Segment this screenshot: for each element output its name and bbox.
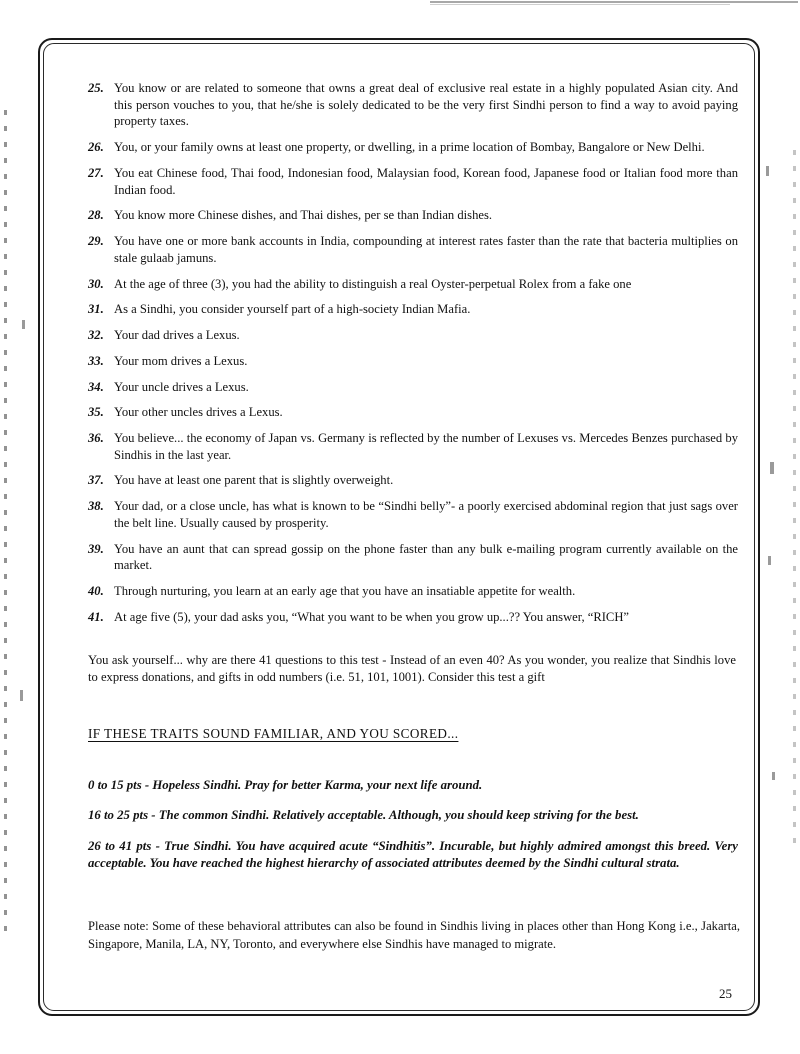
page-number-container [692,985,732,1003]
closing-note-paragraph: You ask yourself... why are there 41 questions to this test - Instead of an even 40? As you wonder, you realize that Sindhis love to express donations, and gifts in odd numbers (i.e. 51, 101, 1001). Consider this test a gift [88,652,736,684]
list-item [88,609,738,626]
scan-speck [22,320,25,329]
item-text: At the age of three (3), you had the ability to distinguish a real Oyster-perpetual Rolex from a fake one [114,276,632,291]
list-item [88,139,738,156]
list-item [88,379,738,396]
item-text: Your dad, or a close uncle, has what is known to be “Sindhi belly”- a poorly exercised abdominal region that just sags over the belt line. Usually caused by prosperity. [114,499,738,530]
item-number: 33. [88,353,104,368]
scan-artifact-top-line [430,1,798,3]
scan-speck [766,166,769,176]
item-number: 30. [88,276,104,291]
item-text: Through nurturing, you learn at an early age that you have an insatiable appetite for wealth. [114,584,576,599]
item-text: You know more Chinese dishes, and Thai dishes, per se than Indian dishes. [114,208,493,223]
section-heading-scored: IF THESE TRAITS SOUND FAMILIAR, AND YOU SCORED... [88,725,459,741]
item-number: 40. [88,584,104,599]
item-text: You, or your family owns at least one property, or dwelling, in a prime location of Bombay, Bangalore or New Delhi. [114,140,705,155]
score-band: 26 to 41 pts - True Sindhi. You have acquired acute “Sindhitis”. Incurable, but highly admired amongst this breed. Very acceptable. You have reached the highest hierarchy of associated attributes deemed by the Sindhi cultural strata. [88,838,738,871]
list-item [88,498,738,531]
item-number: 28. [88,208,104,223]
item-number: 35. [88,405,104,420]
scan-artifact-top-line-secondary [430,4,730,5]
score-bands [88,777,738,873]
item-number: 26. [88,140,104,155]
scan-speck [768,556,771,565]
list-item [88,276,738,293]
item-number: 31. [88,302,104,317]
question-list [88,80,738,626]
list-item [88,353,738,370]
item-number: 37. [88,473,104,488]
item-number: 25. [88,81,104,95]
item-text: You believe... the economy of Japan vs. Germany is reflected by the number of Lexuses vs. Mercedes Benzes purchased by Sindhis in the last year. [114,431,738,462]
list-item [88,472,738,489]
scan-artifact-left-edge-marks [4,110,7,940]
item-number: 41. [88,609,104,624]
item-number: 36. [88,431,104,446]
score-band: 16 to 25 pts - The common Sindhi. Relatively acceptable. Although, you should keep striving for the best. [88,808,639,823]
item-text: You have an aunt that can spread gossip on the phone faster than any bulk e-mailing program currently available on the market. [114,541,738,573]
item-number: 34. [88,379,104,394]
item-number: 32. [88,328,104,343]
list-item [88,165,738,198]
scan-speck [772,772,775,780]
item-text: Your uncle drives a Lexus. [114,379,249,394]
list-item [88,583,738,600]
list-item [88,430,738,463]
item-number: 29. [88,234,104,249]
list-item [88,301,738,318]
list-item [88,404,738,421]
item-text: Your other uncles drives a Lexus. [114,405,283,420]
item-text: Your dad drives a Lexus. [114,328,240,343]
document-body [88,80,738,965]
item-number: 38. [88,499,104,514]
please-note-paragraph: Please note: Some of these behavioral attributes can also be found in Sindhis living in places other than Hong Kong i.e., Jakarta, Singapore, Manila, LA, NY, Toronto, and everywhere else Sindhis have managed to migrate. [88,919,740,951]
scan-speck [770,462,774,474]
list-item [88,541,738,574]
list-item [88,327,738,344]
item-text: At age five (5), your dad asks you, “What you want to be when you grow up...?? You answer, “RICH” [114,609,630,624]
item-text: You have at least one parent that is slightly overweight. [114,473,394,488]
item-number: 39. [88,541,104,556]
page-number: 25 [719,986,732,1001]
item-text: You know or are related to someone that owns a great deal of exclusive real estate in a highly populated Asian city. And this person vouches to you, that he/she is solely dedicated to be the very first Sindhi person to find a way to avoid paying property taxes. [114,81,738,129]
item-text: You have one or more bank accounts in India, compounding at interest rates faster than the rate that bacteria multiplies on stale gulaab jamuns. [114,234,738,265]
item-text: You eat Chinese food, Thai food, Indonesian food, Malaysian food, Korean food, Japanese food or Italian food more than Indian food. [114,165,738,197]
list-item [88,233,738,266]
score-band: 0 to 15 pts - Hopeless Sindhi. Pray for better Karma, your next life around. [88,777,483,792]
scan-artifact-right-edge-marks [793,150,796,850]
item-text: Your mom drives a Lexus. [114,353,248,368]
scan-speck [20,690,23,701]
list-item [88,207,738,224]
item-number: 27. [88,165,104,180]
list-item [88,80,738,130]
item-text: As a Sindhi, you consider yourself part of a high-society Indian Mafia. [114,302,471,317]
